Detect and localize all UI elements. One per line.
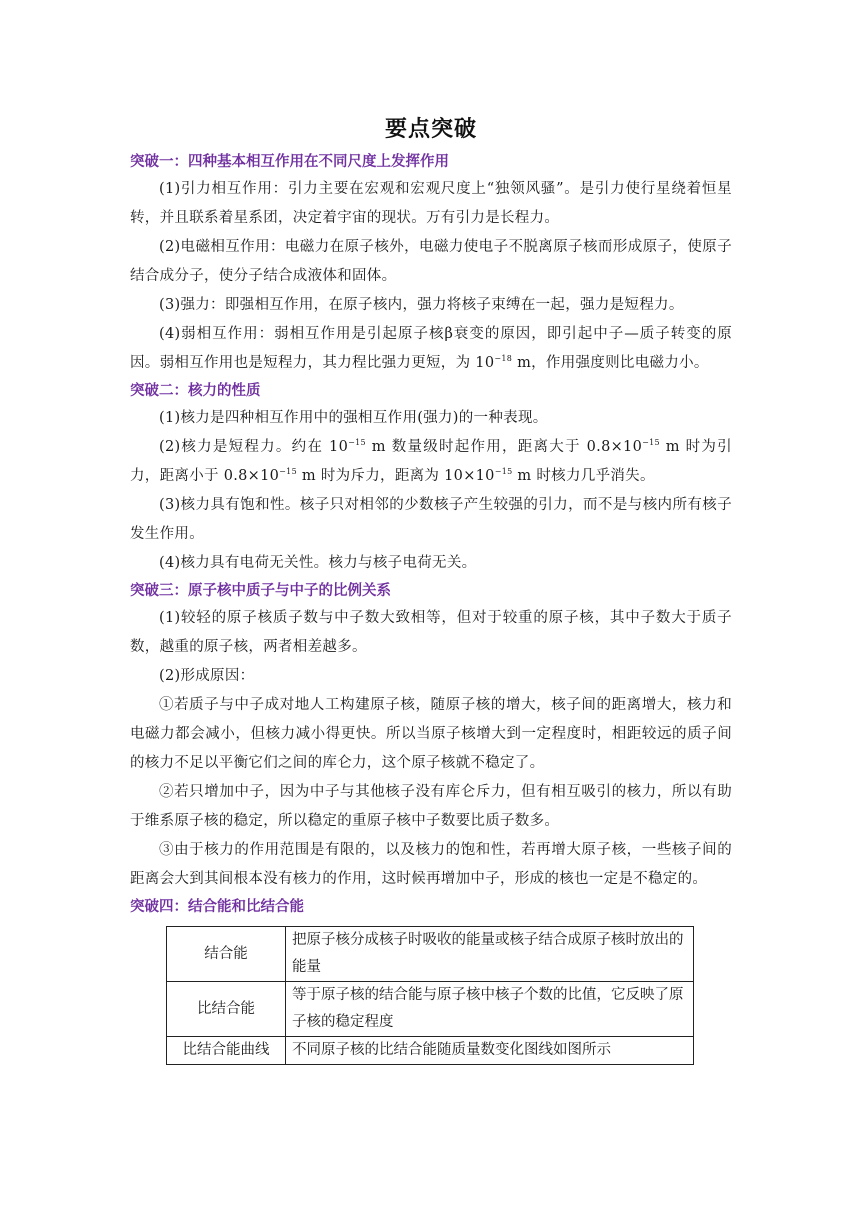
table-row xyxy=(167,927,694,982)
paragraph: (4)核力具有电荷无关性。核力与核子电荷无关。 xyxy=(159,555,477,571)
exponent: −15 xyxy=(494,467,513,477)
text-run: m 时为引力，距离小于 0.8×10 xyxy=(130,439,732,484)
exponent: −15 xyxy=(348,438,366,448)
exponent: −15 xyxy=(642,438,660,448)
paragraph: (1)引力相互作用：引力主要在宏观和宏观尺度上“独领风骚”。是引力使行星绕着恒星转，并且联系着星系团，决定着宇宙的现状。万有引力是长程力。 xyxy=(130,181,732,226)
paragraph: (3)强力：即强相互作用，在原子核内，强力将核子束缚在一起，强力是短程力。 xyxy=(159,297,684,313)
paragraph: (2)电磁相互作用：电磁力在原子核外，电磁力使电子不脱离原子核而形成原子，使原子结合成分子，使分子结合成液体和固体。 xyxy=(130,239,732,284)
document-page xyxy=(130,112,732,1065)
paragraph: ①若质子与中子成对地人工构建原子核，随原子核的增大，核子间的距离增大，核力和电磁力都会减小，但核力减小得更快。所以当原子核增大到一定程度时，相距较远的质子间的核力不足以平衡它们之间的库仑力，这个原子核就不稳定了。 xyxy=(130,697,732,771)
table-cell-definition: 把原子核分成核子时吸收的能量或核子结合成原子核时放出的能量 xyxy=(286,927,694,982)
paragraph: ②若只增加中子，因为中子与其他核子没有库仑斥力，但有相互吸引的核力，所以有助于维系原子核的稳定，所以稳定的重原子核中子数要比质子数多。 xyxy=(130,784,732,829)
exponent: −15 xyxy=(279,467,297,477)
paragraph-short-range xyxy=(130,433,732,491)
exponent: −18 xyxy=(494,354,513,364)
table-cell-definition: 等于原子核的结合能与原子核中核子个数的比值，它反映了原子核的稳定程度 xyxy=(286,982,694,1037)
table-cell-definition: 不同原子核的比结合能随质量数变化图线如图所示 xyxy=(286,1037,694,1065)
paragraph: (3)核力具有饱和性。核子只对相邻的少数核子产生较强的引力，而不是与核内所有核子发生作用。 xyxy=(130,497,732,542)
paragraph-weak-interaction xyxy=(130,320,732,378)
text-run: m，作用强度则比电磁力小。 xyxy=(512,355,709,371)
paragraph: ③由于核力的作用范围是有限的，以及核力的饱和性，若再增大原子核，一些核子间的距离会大到其间根本没有核力的作用，这时候再增加中子，形成的核也一定是不稳定的。 xyxy=(130,842,732,887)
text-run: m 时核力几乎消失。 xyxy=(512,468,655,484)
text-run: m 数量级时起作用，距离大于 0.8×10 xyxy=(365,439,643,455)
paragraph: (1)核力是四种相互作用中的强相互作用(强力)的一种表现。 xyxy=(159,410,548,426)
table-cell-term: 结合能 xyxy=(167,927,286,982)
binding-energy-table xyxy=(166,926,694,1065)
section-heading-3: 突破三：原子核中质子与中子的比例关系 xyxy=(130,583,391,599)
paragraph: (2)形成原因： xyxy=(159,668,255,684)
section-heading-4: 突破四：结合能和比结合能 xyxy=(130,899,304,915)
text-run: m 时为斥力，距离为 10×10 xyxy=(296,468,495,484)
text-run: (4)弱相互作用：弱相互作用是引起原子核β衰变的原因，即引起中子—质子转变的原因。弱相互作用也是短程力，其力程比强力更短，为 10 xyxy=(130,326,732,371)
paragraph: (1)较轻的原子核质子数与中子数大致相等，但对于较重的原子核，其中子数大于质子数，越重的原子核，两者相差越多。 xyxy=(130,610,732,655)
text-run: (2)核力是短程力。约在 10 xyxy=(159,439,349,455)
table-row xyxy=(167,1037,694,1065)
section-heading-2: 突破二：核力的性质 xyxy=(130,383,261,399)
table-row xyxy=(167,982,694,1037)
page-title: 要点突破 xyxy=(384,117,477,142)
table-cell-term: 比结合能 xyxy=(167,982,286,1037)
section-heading-1: 突破一：四种基本相互作用在不同尺度上发挥作用 xyxy=(130,154,449,170)
table-cell-term: 比结合能曲线 xyxy=(167,1037,286,1065)
